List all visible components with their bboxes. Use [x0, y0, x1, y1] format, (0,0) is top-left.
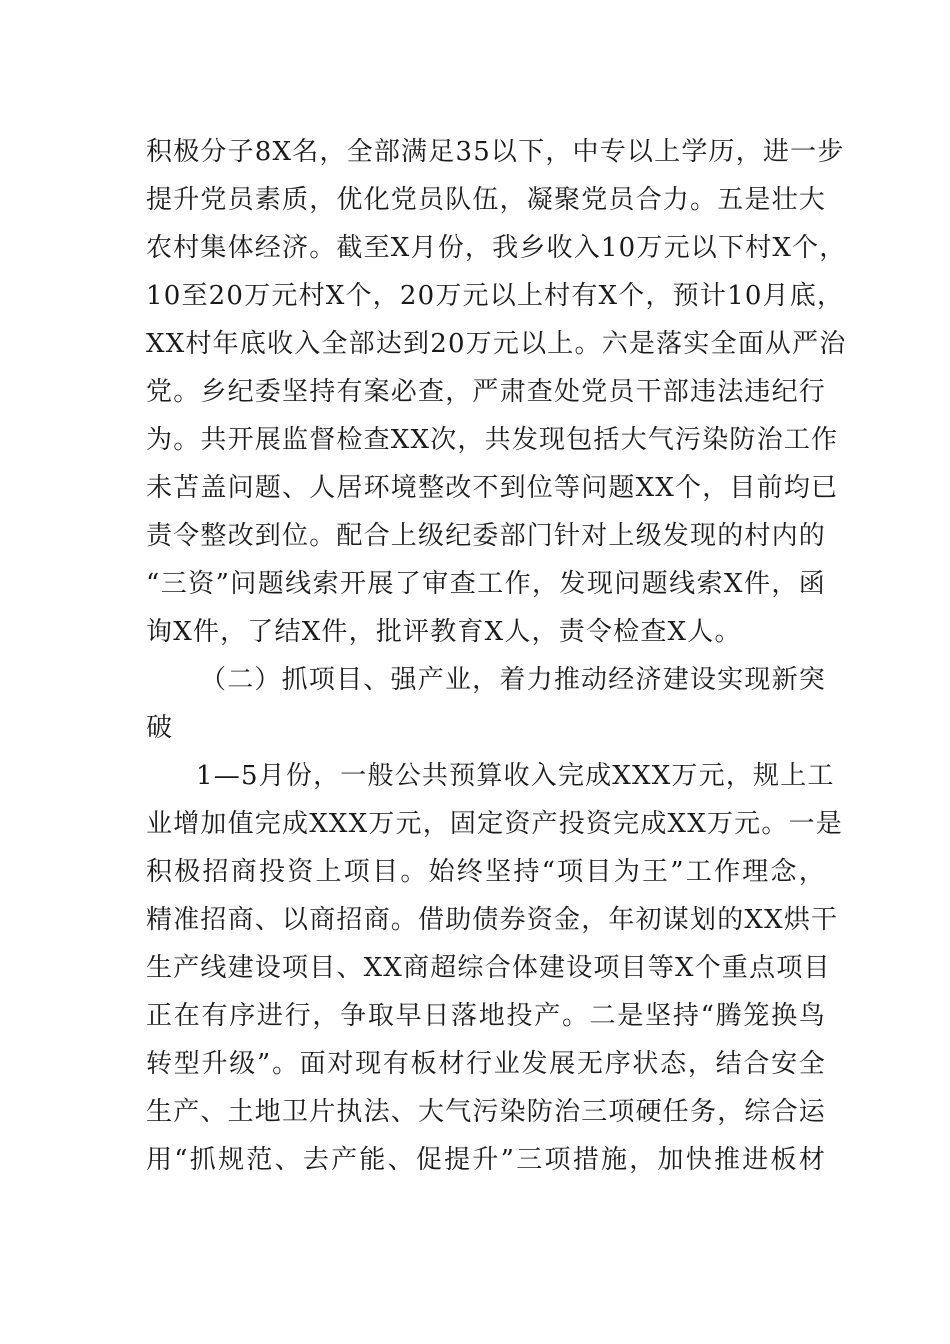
- text-line: 积极招商投资上项目。始终坚持“项目为王”工作理念，: [146, 857, 826, 887]
- text-line: 责令整改到位。配合上级纪委部门针对上级发现的村内的: [146, 521, 827, 551]
- text-line: 生产、土地卫片执法、大气污染防治三项硬任务，综合运: [146, 1097, 827, 1127]
- text-line: 业增加值完成XXX万元，固定资产投资完成XX万元。一是: [146, 809, 843, 839]
- text-line: 10至20万元村X个，20万元以上村有X个，预计10月底，: [146, 281, 845, 311]
- paragraph-last-line: 询X件，了结X件，批评教育X人，责令检查X人。: [146, 617, 742, 647]
- paragraph-first-line: 1—5月份，一般公共预算收入完成XXX万元，规上工: [196, 761, 835, 791]
- text-line: XX村年底收入全部达到20万元以上。六是落实全面从严治: [146, 329, 847, 359]
- text-line: 用“抓规范、去产能、促提升”三项措施，加快推进板材: [146, 1145, 826, 1175]
- text-line: 正在有序进行，争取早日落地投产。二是坚持“腾笼换鸟: [146, 1001, 826, 1031]
- section-heading-continued: 破: [146, 713, 174, 743]
- text-line: 党。乡纪委坚持有案必查，严肃查处党员干部违法违纪行: [146, 377, 827, 407]
- text-line: 农村集体经济。截至X月份，我乡收入10万元以下村X个，: [146, 233, 847, 263]
- text-line: 精准招商、以商招商。借助债券资金，年初谋划的XX烘干: [146, 905, 839, 935]
- section-heading: （二）抓项目、强产业，着力推动经济建设实现新突: [200, 665, 826, 695]
- text-line: 生产线建设项目、XX商超综合体建设项目等X个重点项目: [146, 953, 831, 983]
- text-line: 提升党员素质，优化党员队伍，凝聚党员合力。五是壮大: [146, 185, 827, 215]
- text-line: 转型升级”。面对现有板材行业发展无序状态，结合安全: [146, 1049, 826, 1079]
- text-line: “三资”问题线索开展了审查工作，发现问题线索X件，函: [146, 569, 826, 599]
- text-line: 为。共开展监督检查XX次，共发现包括大气污染防治工作: [146, 425, 839, 455]
- text-line: 积极分子8X名，全部满足35以下，中专以上学历，进一步: [146, 137, 845, 167]
- text-line: 未苫盖问题、人居环境整改不到位等问题XX个，目前均已: [146, 473, 839, 503]
